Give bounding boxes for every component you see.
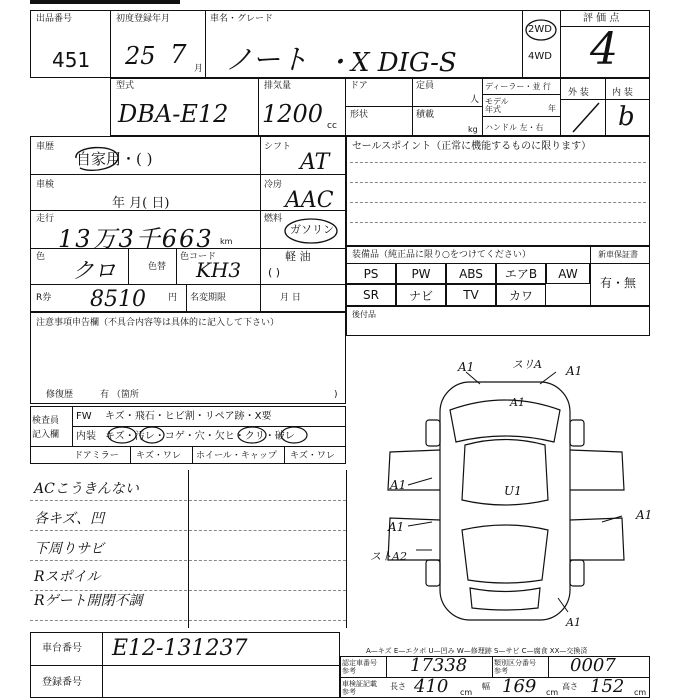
aircon-value: AAC [285,188,334,213]
mark-u1-roof: U1 [504,484,522,498]
note-line-4: Rスポイル [34,569,101,585]
equip-tv: TV [446,284,496,306]
model-name: ノート [225,43,309,76]
fw-label: FW [76,411,92,422]
note-line-3: 下周りサビ [34,541,104,557]
length-value: 410 [414,676,449,697]
score-label: 評 価 点 [583,13,620,24]
mileage-value: 13万3千663 [58,225,214,253]
wheel-label: ホイール・キャップ [196,451,277,461]
sales-point-box [346,136,650,246]
first-reg-label: 初度登録年月 [116,14,171,24]
mark-a1-hood: A1 [510,396,525,409]
mark-a1-left-rear-door: A1 [388,520,405,534]
fuel-label: 燃料 [264,214,283,224]
score-value: 4 [590,24,618,75]
yen-label: 円 [168,293,178,303]
height-value: 152 [590,676,625,697]
shift-label: シフト [264,142,292,152]
length-label: 長さ [390,682,406,691]
mark-sut-a2: ストA2 [370,550,407,563]
repair-label: 修復歴 [46,390,74,400]
mark-a1-rear: A1 [566,616,581,629]
color-label: 色 [36,252,46,262]
mark-a1-front-right: A1 [566,364,583,378]
inspector-label: 検査員 記入欄 [32,416,60,440]
capacity-unit: 人 [470,95,480,105]
exterior-label: 外 装 [568,88,589,98]
aftermarket-box [346,306,650,336]
class-label: 類別区分番号 参考 [494,659,536,675]
name-change-label: 名変期限 [190,293,227,303]
light-oil-paren: ( ) [268,266,281,279]
model-label: 車名・グレード [210,14,274,24]
equip-leather: カワ [496,284,546,306]
usage-value: 自家用・( ) [76,150,153,168]
equip-sr: SR [346,284,396,306]
new-guarantee-value: 有・無 [600,276,637,290]
dim-label: 車検証記載 参考 [342,680,377,696]
equip-ps: PS [346,263,396,284]
damage-legend: A—キズ E—エクボ U—凹み W—修理跡 S—サビ C—腐食 XX—交換済 [366,647,588,655]
color-code-value: KH3 [196,258,242,282]
exterior-score-slash [565,100,605,136]
mark-sli-a: スリA [512,358,542,371]
equip-label: 装備品（純正品に限り○をつけてください） [352,250,531,260]
reg-label: 登録番号 [42,677,82,688]
equip-pw: PW [396,263,446,284]
load-unit: kg [468,125,478,134]
notes-label: 注意事項申告欄（不具合内容等は具体的に記入して下さい） [36,318,280,328]
door-label: ドア [350,81,368,91]
sales-point-label: セールスポイント（正常に機能するものに限ります） [352,141,592,152]
usage-label: 車歴 [36,142,55,152]
chassis-value: E12-131237 [112,636,248,661]
first-reg-month: 7 [170,40,187,70]
model-year-label: モデル 年式 [485,97,509,114]
color-change-label: 色替 [148,262,167,272]
mirror-label: ドアミラー [74,451,119,461]
cert-label: 認定車番号 参考 [342,659,377,675]
displacement-label: 排気量 [264,81,292,91]
fuel-value: ガソリン [290,223,334,236]
light-oil-label: 軽 油 [285,250,311,263]
load-label: 積載 [416,110,435,120]
length-unit: cm [460,688,473,697]
class-value: 0007 [570,655,616,676]
lot-number: 451 [52,48,91,72]
inspection-label: 車検 [36,180,55,190]
width-label: 幅 [482,682,490,691]
interior-circles [100,424,330,446]
inspection-value: 年 月( 日) [112,196,170,211]
equip-aw: AW [546,263,590,284]
mileage-label: 走行 [36,214,55,224]
capacity-label: 定員 [416,81,435,91]
model-grade: ・X DIG-S [325,48,457,78]
top-tab-blot [30,0,180,4]
height-unit: cm [634,688,647,697]
first-reg-year: 25 [125,42,156,70]
interior-score: b [618,102,635,132]
mark-a1-right-rear: A1 [636,508,653,522]
type-label: 型式 [116,81,135,91]
mark-a1-front-left: A1 [458,360,475,374]
aircon-label: 冷房 [264,180,283,190]
displacement-unit: cc [327,121,337,131]
equip-abs: ABS [446,263,496,284]
width-unit: cm [546,688,559,697]
shape-label: 形状 [350,110,369,120]
fw-detail: キズ・飛石・ヒビ割・リペア跡・X要 [105,411,272,422]
month-unit: 月 [194,64,204,74]
recycle-value: 8510 [90,287,146,312]
name-change-value: 月 日 [280,293,301,303]
new-guarantee-label: 新車保証書 [598,250,638,259]
interior-row-label: 内装 [76,431,96,442]
year-unit: 年 [548,104,556,113]
color-code-label: 色コード [180,252,217,262]
note-line-1: ACこうきんない [34,481,139,497]
shift-value: AT [300,150,330,175]
type-value: DBA-E12 [118,100,229,128]
color-value: クロ [72,259,117,284]
equip-navi: ナビ [396,284,446,306]
note-line-5: Rゲート開閉不調 [34,593,143,609]
wheel-detail: キズ・ワレ [290,451,335,461]
handle-label: ハンドル 左・右 [485,123,544,132]
mark-a1-left-front-door: A1 [390,478,407,492]
mileage-unit: km [220,237,233,246]
repair-close: ) [334,390,338,400]
note-line-2: 各キズ、凹 [34,511,105,527]
displacement-value: 1200 [262,100,324,128]
aftermarket-label: 後付品 [352,310,376,319]
equip-airbag: エアB [496,263,546,284]
drive-4wd: 4WD [528,51,552,62]
chassis-label: 車台番号 [42,643,82,654]
interior-label: 内 装 [612,88,633,98]
cert-value: 17338 [410,655,468,676]
height-label: 高さ [562,682,578,691]
recycle-label: R券 [36,293,52,303]
mirror-detail: キズ・ワレ [136,451,181,461]
drive-2wd: 2WD [528,24,552,35]
width-value: 169 [502,676,537,697]
interior-row-detail: キズ・汚レ・コゲ・穴・欠ヒ・クリ・破レ [105,431,295,442]
dealer-label: ディーラー・並 行 [485,82,551,91]
repair-value: 有 （箇所 [100,390,139,400]
lot-label: 出品番号 [36,14,73,24]
